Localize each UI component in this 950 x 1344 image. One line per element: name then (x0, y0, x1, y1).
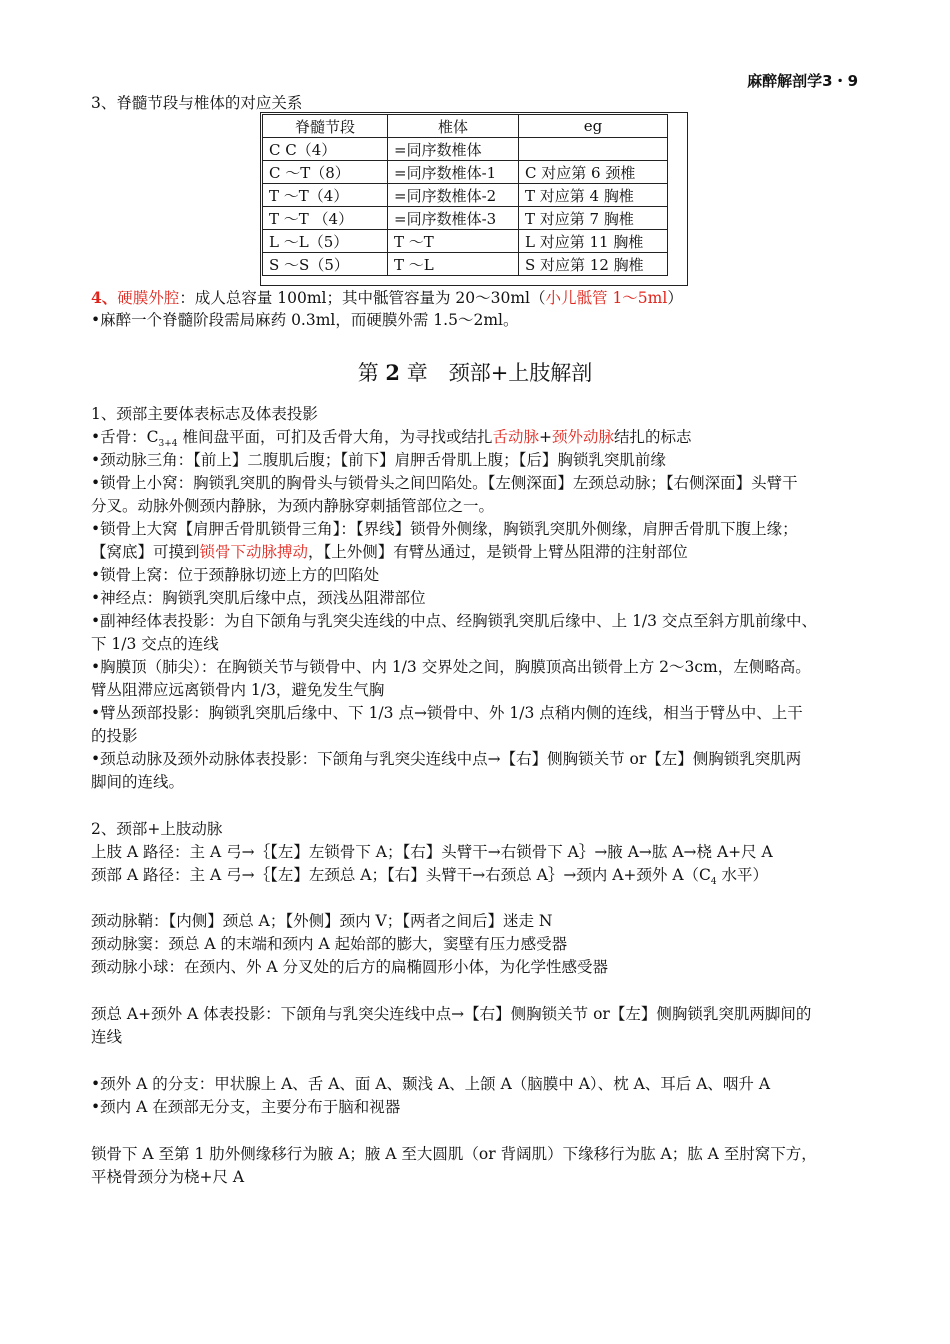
section4-line (91, 286, 864, 310)
text-line: •颈动脉三角：【前上】二腹肌后腹；【前下】肩胛舌骨肌上腹；【后】胸锁乳突肌前缘 (91, 451, 666, 469)
chapter-title (0, 357, 950, 387)
table-cell-segment: T ～T （4） (263, 207, 388, 230)
table-cell-example: C 对应第 6 颈椎 (519, 161, 668, 184)
table-cell-vertebra: =同序数椎体-1 (388, 161, 519, 184)
table-cell-vertebra: =同序数椎体-3 (388, 207, 519, 230)
text-line: 颈动脉小球：在颈内、外 A 分叉处的后方的扁椭圆形小体，为化学性感受器 (91, 958, 609, 976)
table-cell-segment: S ～S（5） (263, 253, 388, 276)
text-span: 【窝底】可摸到 (91, 543, 200, 561)
text-line: 分叉。动脉外侧颈内静脉，为颈内静脉穿刺插管部位之一。 (91, 497, 495, 515)
table-cell-vertebra: T ～L (388, 253, 519, 276)
text-line: 连线 (91, 1028, 123, 1046)
red-term: 颈外动脉 (551, 428, 614, 446)
text-span: 结扎的标志 (613, 428, 692, 446)
table-cell-example: T 对应第 7 胸椎 (519, 207, 668, 230)
table-cell-segment: C ～T（8） (263, 161, 388, 184)
text-line: 颈动脉鞘：【内侧】颈总 A；【外侧】颈内 V；【两者之间后】迷走 N (91, 912, 553, 930)
part1-heading: 1、颈部主要体表标志及体表投影 (91, 405, 318, 423)
text-line: •胸膜顶（肺尖）：在胸锁关节与锁骨中、内 1/3 交界处之间，胸膜顶高出锁骨上方 2～3cm，左侧略高。 (91, 658, 811, 676)
text-line: •锁骨上大窝【肩胛舌骨肌锁骨三角】：【界线】锁骨外侧缘，胸锁乳突肌外侧缘，肩胛舌骨肌下腹上缘； (91, 520, 798, 538)
text-line: 锁骨下 A 至第 1 肋外侧缘移行为腋 A；腋 A 至大圆肌（or 背阔肌）下缘移行为肱 A；肱 A 至肘窝下方， (91, 1145, 817, 1163)
part2-heading: 2、颈部+上肢动脉 (91, 820, 223, 838)
table-cell-vertebra: =同序数椎体 (388, 138, 519, 161)
text-line: 颈动脉窦：颈总 A 的末端和颈内 A 起始部的膨大，窦壁有压力感受器 (91, 935, 568, 953)
text-line: 上肢 A 路径：主 A 弓→｛【左】左锁骨下 A；【右】头臂干→右锁骨下 A｝→腋 A→肱 A→桡 A+尺 A (91, 843, 773, 861)
text-span: ，【上外侧】有臂丛通过，是锁骨上臂丛阻滞的注射部位 (308, 543, 688, 561)
text-line: •颈内 A 在颈部无分支，主要分布于脑和视器 (91, 1098, 401, 1116)
table-row (263, 138, 668, 161)
text-line: 下 1/3 交点的连线 (91, 635, 219, 653)
table-row (263, 207, 668, 230)
table-cell-example: S 对应第 12 胸椎 (519, 253, 668, 276)
chapter-name: 章 颈部+上肢解剖 (400, 361, 593, 385)
table-cell-example: T 对应第 4 胸椎 (519, 184, 668, 207)
text-span: + (538, 428, 552, 446)
text-line: •锁骨上小窝：胸锁乳突肌的胸骨头与锁骨头之间凹陷处。【左侧深面】左颈总动脉；【右侧深面】头臂干 (91, 474, 798, 492)
section4-text: ：成人总容量 100ml；其中骶管容量为 20～30ml（ (179, 289, 546, 307)
section4-bullet: •麻醉一个脊髓阶段需局麻药 0.3ml，而硬膜外需 1.5～2ml。 (91, 311, 519, 329)
table-cell-segment: T ～T（4） (263, 184, 388, 207)
section4-number: 4、 (91, 288, 118, 307)
text-line: 臂丛阻滞应远离锁骨内 1/3，避免发生气胸 (91, 681, 385, 699)
text-line: 颈总 A+颈外 A 体表投影：下颌角与乳突尖连线中点→【右】侧胸锁关节 or【左】侧胸锁乳突肌两脚间的 (91, 1005, 812, 1023)
table-cell-vertebra: =同序数椎体-2 (388, 184, 519, 207)
table-header-row (263, 115, 668, 138)
page-header: 麻醉解剖学3・9 (747, 72, 858, 90)
table-cell-vertebra: T ～T (388, 230, 519, 253)
text-line: 的投影 (91, 727, 138, 745)
text-line (91, 541, 864, 564)
text-line: 脚间的连线。 (91, 773, 185, 791)
text-line: •颈外 A 的分支：甲状腺上 A、舌 A、面 A、颞浅 A、上颌 A（脑膜中 A）、枕 A、耳后 A、咽升 A (91, 1075, 771, 1093)
table-cell-example (519, 138, 668, 161)
spinal-vertebra-table (262, 114, 668, 276)
section4-text-end: ） (667, 289, 683, 307)
table-cell-example: L 对应第 11 胸椎 (519, 230, 668, 253)
text-line (91, 864, 864, 887)
table-row (263, 161, 668, 184)
hyoid-line (91, 426, 864, 449)
table-row (263, 253, 668, 276)
text-span: •舌骨：C (91, 428, 159, 446)
red-term: 舌动脉 (492, 428, 539, 446)
text-line: •副神经体表投影：为自下颌角与乳突尖连线的中点、经胸锁乳突肌后缘中、上 1/3 交点至斜方肌前缘中、 (91, 612, 817, 630)
text-line: •臂丛颈部投影：胸锁乳突肌后缘中、下 1/3 点→锁骨中、外 1/3 点稍内侧的连线，相当于臂丛中、上干 (91, 704, 803, 722)
table-header-cell: 椎体 (388, 115, 519, 138)
section4-red-note: 小儿骶管 1～5ml (545, 289, 668, 307)
red-term: 锁骨下动脉搏动 (199, 543, 309, 561)
table-header-cell: eg (519, 115, 668, 138)
subscript: 3+4 (158, 439, 178, 449)
table-row (263, 184, 668, 207)
table-cell-segment: L ～L（5） (263, 230, 388, 253)
section4-title: 硬膜外腔 (117, 289, 180, 307)
chapter-number: 2 (385, 360, 401, 385)
text-span: 颈部 A 路径：主 A 弓→｛【左】左颈总 A；【右】头臂干→右颈总 A｝→颈内 A+颈外 A（C (91, 866, 711, 884)
section3-heading: 3、脊髓节段与椎体的对应关系 (91, 94, 303, 112)
table-row (263, 230, 668, 253)
text-line: •颈总动脉及颈外动脉体表投影：下颌角与乳突尖连线中点→【右】侧胸锁关节 or【左】侧胸锁乳突肌两 (91, 750, 802, 768)
text-span: 椎间盘平面，可扪及舌骨大角，为寻找或结扎 (177, 428, 493, 446)
table-header-cell: 脊髓节段 (263, 115, 388, 138)
text-line: •神经点：胸锁乳突肌后缘中点，颈浅丛阻滞部位 (91, 589, 426, 607)
chapter-prefix: 第 (357, 361, 386, 385)
text-line: 平桡骨颈分为桡+尺 A (91, 1168, 245, 1186)
text-line: •锁骨上窝：位于颈静脉切迹上方的凹陷处 (91, 566, 380, 584)
text-span: 水平） (716, 866, 769, 884)
subscript: 4 (710, 877, 717, 887)
table-cell-segment: C C（4） (263, 138, 388, 161)
